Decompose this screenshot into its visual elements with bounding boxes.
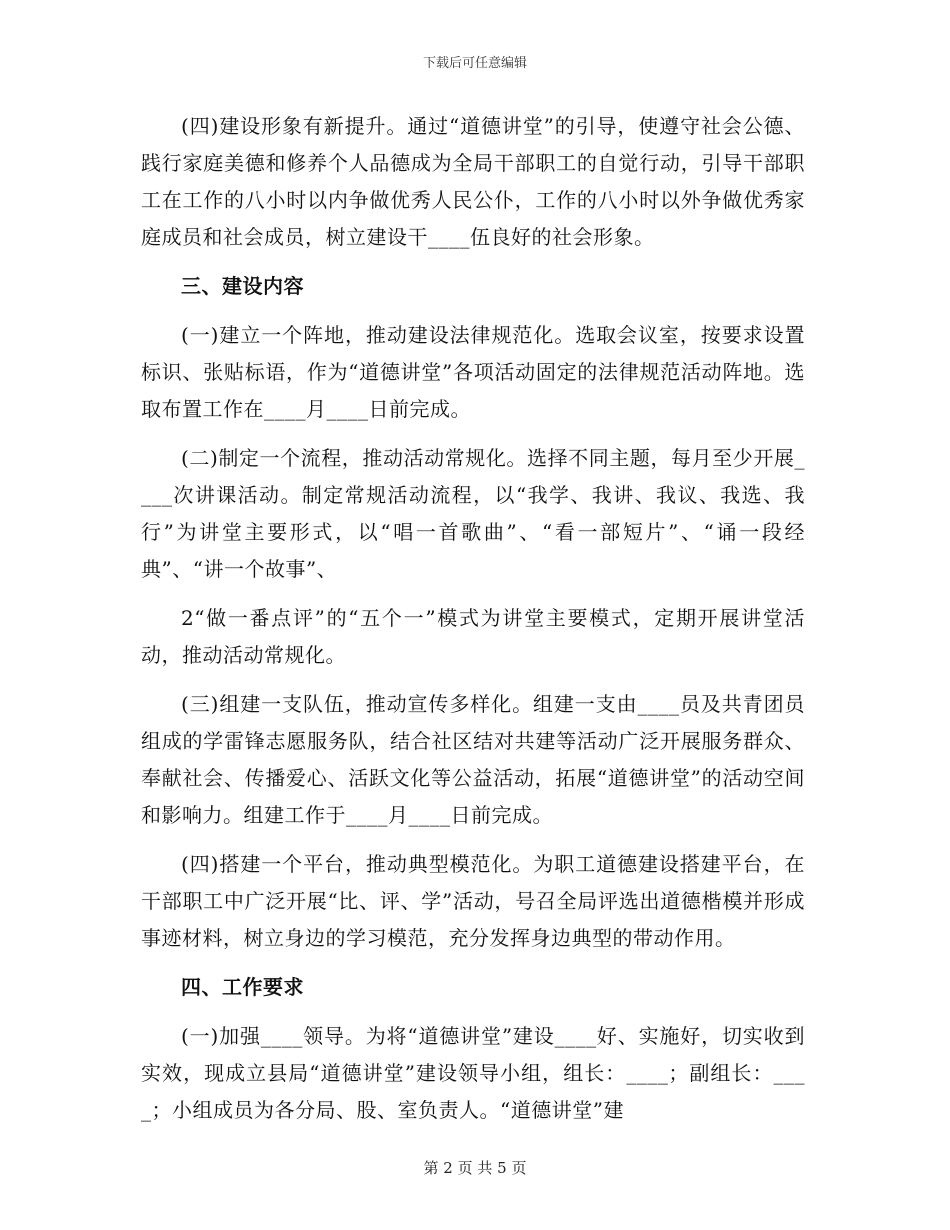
paragraph-strengthen-leadership: (一)加强____领导。为将“道德讲堂”建设____好、实施好，切实收到实效，现成立县局“道德讲堂”建设领导小组，组长：____；副组长：____；小组成员为各分局、股、室负责人。“道德讲堂”建	[141, 1024, 805, 1122]
paragraph-image-improvement: (四)建设形象有新提升。通过“道德讲堂”的引导，使遵守社会公德、践行家庭美德和修养个人品德成为全局干部职工的自觉行动，引导干部职工在工作的八小时以内争做优秀人民公仆，工作的八小时以外争做优秀家庭成员和社会成员，树立建设干____伍良好的社会形象。	[141, 114, 805, 249]
page-number: 第 2 页 共 5 页	[423, 1159, 527, 1177]
paragraph-establish-process: (二)制定一个流程，推动活动常规化。选择不同主题，每月至少开展____次讲课活动。制定常规活动流程，以“我学、我讲、我议、我选、我行”为讲堂主要形式，以“唱一首歌曲”、“看一部短片”、“诵一段经典”、“讲一个故事”、	[141, 446, 805, 581]
paragraph-five-ones-model: 2“做一番点评”的“五个一”模式为讲堂主要模式，定期开展讲堂活动，推动活动常规化。	[141, 606, 805, 667]
paragraph-establish-venue: (一)建立一个阵地，推动建设法律规范化。选取会议室，按要求设置标识、张贴标语，作为“道德讲堂”各项活动固定的法律规范活动阵地。选取布置工作在____月____日前完成。	[141, 323, 805, 421]
section-heading-construction-content: 三、建设内容	[181, 274, 304, 298]
document-body	[141, 108, 805, 1141]
paragraph-build-platform: (四)搭建一个平台，推动典型模范化。为职工道德建设搭建平台，在干部职工中广泛开展“比、评、学”活动，号召全局评选出道德楷模并形成事迹材料，树立身边的学习模范，充分发挥身边典型的带动作用。	[141, 852, 805, 950]
section-heading-work-requirements: 四、工作要求	[181, 975, 304, 999]
paragraph-build-team: (三)组建一支队伍，推动宣传多样化。组建一支由____员及共青团员组成的学雷锋志愿服务队，结合社区结对共建等活动广泛开展服务群众、奉献社会、传播爱心、活跃文化等公益活动，拓展“道德讲堂”的活动空间和影响力。组建工作于____月____日前完成。	[141, 692, 805, 827]
page-header: 下载后可任意编辑	[422, 56, 527, 71]
